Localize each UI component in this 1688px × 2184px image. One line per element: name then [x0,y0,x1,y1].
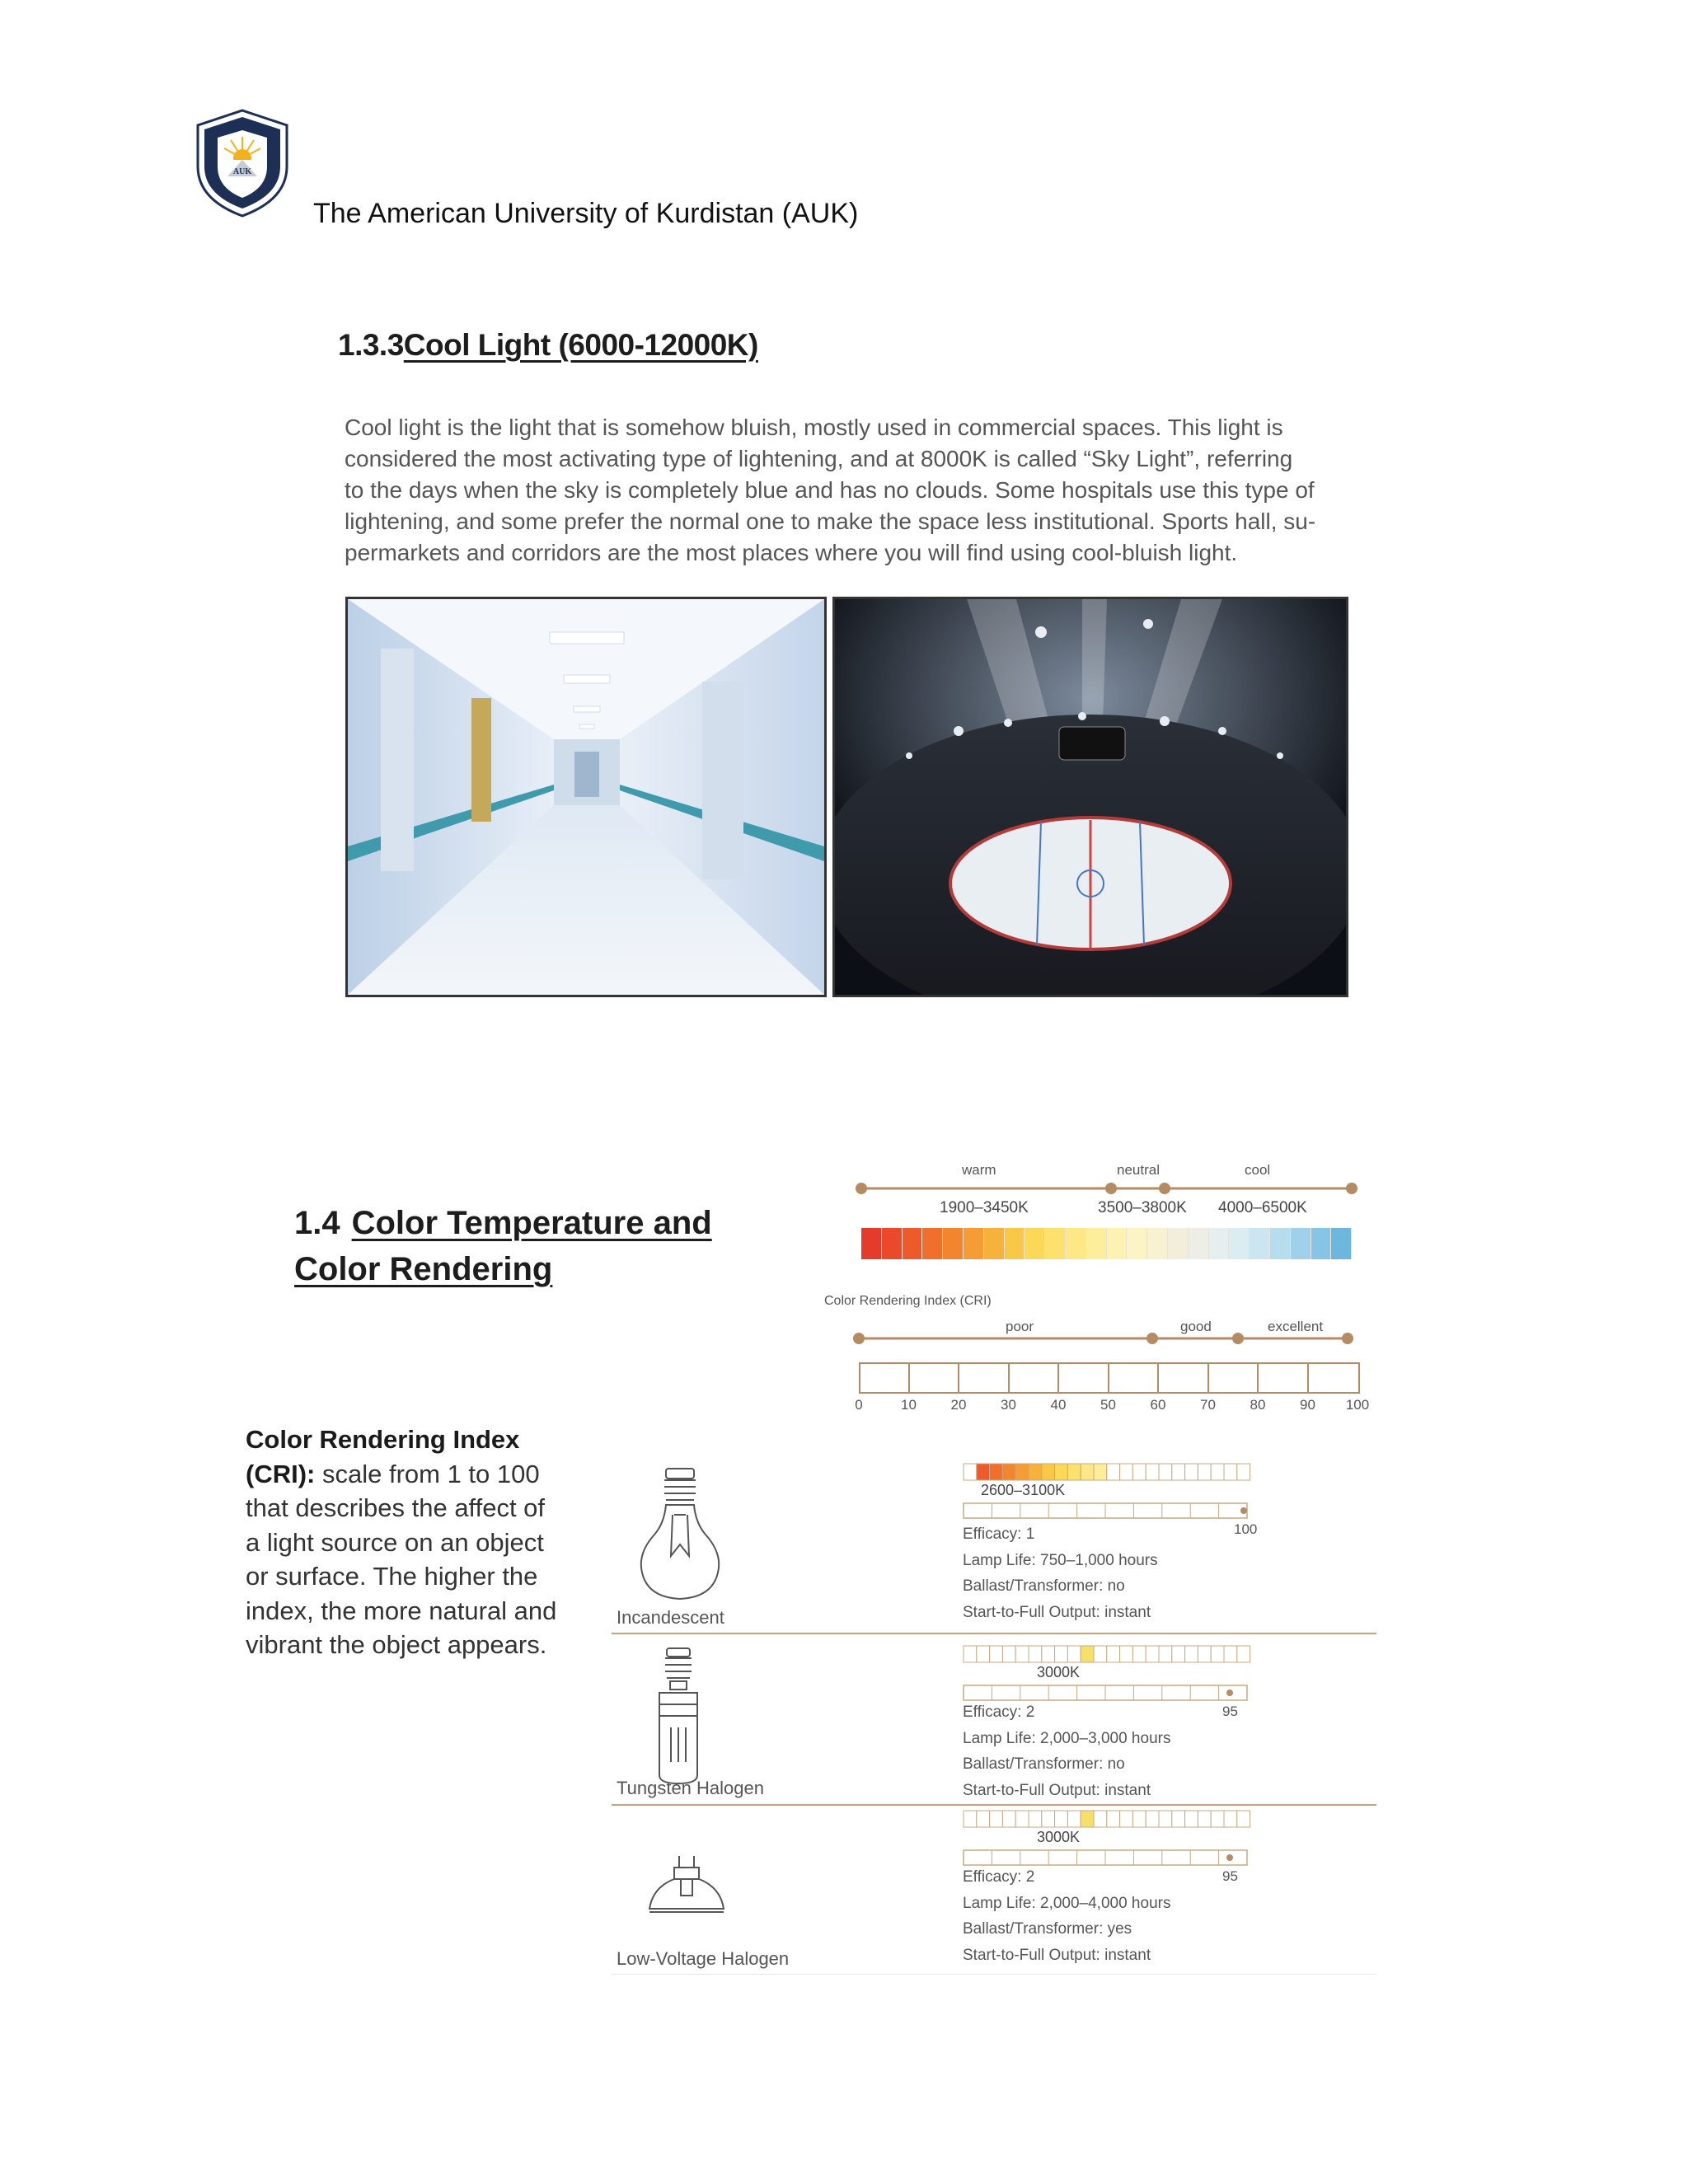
cri-tick-label: 80 [1250,1397,1266,1413]
section-heading-color-temperature [294,1200,712,1292]
ice-arena-photo [832,597,1348,997]
temp-bar-cell [964,1811,977,1827]
temp-bar-cell [1120,1464,1133,1480]
paragraph-line: lightening, and some prefer the normal one to make the space less institutional. Sports hall, su- [345,509,1316,534]
section-number: 1.4 [294,1205,340,1241]
cri-tick-label: 90 [1300,1397,1315,1413]
temp-bar-cell [1081,1464,1094,1480]
section-title-line1: Color Temperature and [351,1205,712,1241]
paragraph-line: considered the most activating type of lightening, and at 8000K is called “Sky Light”, referring [345,446,1293,471]
lamp-specs [963,1521,1158,1625]
temp-bar-cell [1172,1811,1185,1827]
lamp-specs [963,1699,1170,1803]
temp-bar-cell [1081,1811,1094,1827]
lamp-spec-line: Ballast/Transformer: no [963,1755,1125,1773]
cri-term: Color Rendering Index (CRI): [246,1425,520,1488]
temp-bar-cell [1120,1811,1133,1827]
temp-gradient-cell [984,1228,1005,1259]
cri-marker [1226,1854,1233,1861]
temp-gradient-cell [903,1228,923,1259]
temp-bar-cell [1002,1464,1015,1480]
cri-tick-label: 70 [1200,1397,1216,1413]
cri-tick-label: 10 [901,1397,917,1413]
temp-bar-cell [1067,1464,1081,1480]
temp-range-line [849,1177,1360,1202]
temp-range-warm: 1900–3450K [940,1199,1029,1216]
temp-bar-cell [977,1811,990,1827]
temp-gradient-cell [1229,1228,1250,1259]
lamp-spec-line: Ballast/Transformer: no [963,1577,1125,1595]
temp-gradient-cell [1086,1228,1107,1259]
temp-bar-cell [1198,1811,1211,1827]
hospital-corridor-photo [345,597,827,997]
lamp-temp-label: 3000K [1037,1664,1081,1680]
temp-bar-cell [1029,1464,1042,1480]
auk-logo [195,109,290,218]
temp-bar-cell [1055,1811,1068,1827]
temp-bar-cell [1237,1811,1250,1827]
temp-bar-cell [1237,1464,1250,1480]
temp-bar-cell [1224,1464,1237,1480]
temp-bar-cell [1107,1464,1120,1480]
temp-bar-cell [1172,1646,1185,1662]
temp-bar-cell [1055,1464,1068,1480]
cri-tick-label: 50 [1100,1397,1116,1413]
temp-bar-cell [1159,1464,1172,1480]
lamp-cri-value: 100 [1234,1521,1258,1537]
lamp-spec-line: Lamp Life: 750–1,000 hours [963,1551,1158,1569]
temp-gradient-cell [1311,1228,1332,1259]
temp-gradient-cell [1045,1228,1066,1259]
cri-label-good: good [1180,1319,1212,1334]
temp-range-cool: 4000–6500K [1218,1199,1307,1216]
temp-bar-cell [977,1464,990,1480]
temp-bar-cell [990,1646,1003,1662]
cri-tick-label: 30 [1001,1397,1016,1413]
cri-label-poor: poor [1006,1319,1034,1334]
low-voltage-halogen-bulb-icon [648,1854,725,1915]
temp-bar-cell [1067,1646,1081,1662]
lamp-divider [612,1974,1376,1975]
temp-gradient-cell [964,1228,984,1259]
lamp-name: Tungsten Halogen [617,1778,764,1798]
temp-gradient-cell [1005,1228,1025,1259]
lamp-spec-line: Efficacy: 2 [963,1704,1035,1721]
temp-bar-cell [1185,1811,1198,1827]
temp-gradient-cell [922,1228,943,1259]
paragraph-line: Cool light is the light that is somehow bluish, mostly used in commercial spaces. This light is [345,415,1283,440]
temp-bar-cell [1146,1646,1159,1662]
cri-marker [1226,1690,1233,1696]
lamp-spec-line: Start-to-Full Output: instant [963,1781,1151,1799]
temp-gradient-cell [1168,1228,1189,1259]
lamp-spec-line: Ballast/Transformer: yes [963,1920,1132,1938]
temp-gradient-cell [1291,1228,1311,1259]
temp-bar-cell [1015,1811,1029,1827]
lamp-spec-line: Efficacy: 1 [963,1526,1035,1543]
temp-bar-cell [1042,1646,1055,1662]
temp-bar-cell [1198,1464,1211,1480]
temp-bar-cell [1081,1646,1094,1662]
lamp-spec-line: Lamp Life: 2,000–4,000 hours [963,1894,1171,1912]
temp-bar-cell [1132,1811,1146,1827]
cri-definition [246,1422,559,1662]
temp-gradient-cell [1189,1228,1209,1259]
temp-bar-cell [1002,1811,1015,1827]
section-title-line2: Color Rendering [294,1251,553,1287]
cri-marker [1240,1507,1247,1514]
temp-bar-cell [1042,1464,1055,1480]
cri-tick-label: 40 [1050,1397,1067,1413]
temp-gradient-cell [1147,1228,1168,1259]
temp-gradient-cell [1209,1228,1230,1259]
lamp-name: Incandescent [617,1607,724,1628]
section-title: Cool Light (6000-12000K) [403,328,758,362]
temp-bar-cell [1029,1811,1042,1827]
temp-bar-cell [990,1464,1003,1480]
section-heading-cool-light [338,328,758,363]
cri-scale-title: Color Rendering Index (CRI) [824,1294,992,1308]
paragraph-line: to the days when the sky is completely blue and has no clouds. Some hospitals use this type of [345,477,1315,503]
lamp-specs [963,1864,1170,1968]
cri-tick-label: 0 [855,1397,863,1413]
paragraph-line: permarkets and corridors are the most places where you will find using cool-bluish light. [345,540,1238,565]
temp-bar-cell [1029,1646,1042,1662]
incandescent-bulb-icon [635,1465,725,1602]
temp-gradient-cell [1107,1228,1128,1259]
temp-bar-cell [1159,1811,1172,1827]
color-temperature-gradient [861,1228,1352,1259]
svg-text:AUK: AUK [232,167,252,176]
lamp-temp-cri-bars [960,1807,1257,1873]
temp-gradient-cell [861,1228,882,1259]
temp-bar-cell [964,1464,977,1480]
cri-tick-labels [849,1397,1376,1417]
temp-bar-cell [977,1646,990,1662]
lamp-name: Low-Voltage Halogen [617,1948,790,1969]
temp-bar-cell [1132,1464,1146,1480]
temp-range-neutral: 3500–3800K [1098,1199,1187,1216]
lamp-cri-value: 95 [1222,1704,1238,1719]
tungsten-halogen-bulb-icon [653,1647,704,1785]
cri-tick-label: 60 [1150,1397,1166,1413]
temp-bar-cell [1224,1646,1237,1662]
lamp-divider [612,1633,1376,1634]
temp-gradient-cell [1025,1228,1045,1259]
university-name: The American University of Kurdistan (AUK) [313,198,859,229]
temp-gradient-cell [1066,1228,1086,1259]
cri-label-excellent: excellent [1268,1319,1324,1334]
temp-bar-cell [964,1646,977,1662]
lamp-temp-label: 3000K [1037,1829,1081,1845]
temp-bar-cell [1120,1646,1133,1662]
temp-bar-cell [1211,1646,1224,1662]
temp-bar-cell [1146,1811,1159,1827]
temp-bar-cell [1094,1811,1107,1827]
temp-bar-cell [1211,1811,1224,1827]
lamp-spec-line: Lamp Life: 2,000–3,000 hours [963,1729,1171,1747]
temp-bar-cell [1185,1464,1198,1480]
temp-bar-cell [1185,1646,1198,1662]
temp-bar-cell [1042,1811,1055,1827]
temp-bar-cell [1132,1646,1146,1662]
temp-bar-cell [1002,1646,1015,1662]
lamp-spec-line: Start-to-Full Output: instant [963,1946,1151,1964]
temp-gradient-cell [1250,1228,1270,1259]
temp-label-neutral: neutral [1117,1162,1160,1178]
temp-bar-cell [1015,1464,1029,1480]
temp-bar-cell [1055,1646,1068,1662]
cri-tick-label: 100 [1345,1397,1370,1413]
temp-bar-cell [1067,1811,1081,1827]
temp-bar-cell [1224,1811,1237,1827]
temp-bar-cell [1015,1646,1029,1662]
temp-label-cool: cool [1245,1162,1271,1178]
temp-bar-cell [1094,1646,1107,1662]
temp-bar-cell [990,1811,1003,1827]
cool-light-paragraph [345,412,1367,569]
temp-bar-cell [1172,1464,1185,1480]
temp-gradient-cell [943,1228,964,1259]
temp-gradient-cell [1270,1228,1291,1259]
lamp-temp-cri-bars [960,1643,1257,1708]
temp-bar-cell [1198,1646,1211,1662]
temp-bar-cell [1146,1464,1159,1480]
lamp-cri-value: 95 [1222,1868,1238,1884]
temp-bar-cell [1094,1464,1107,1480]
temp-gradient-cell [1127,1228,1147,1259]
lamp-divider [612,1804,1376,1806]
temp-bar-cell [1159,1646,1172,1662]
temp-bar-cell [1107,1646,1120,1662]
temp-label-warm: warm [962,1162,996,1178]
temp-gradient-cell [882,1228,903,1259]
lamp-spec-line: Efficacy: 2 [963,1868,1035,1886]
temp-bar-cell [1237,1646,1250,1662]
temp-bar-cell [1107,1811,1120,1827]
cri-tick-label: 20 [950,1397,967,1413]
lamp-spec-line: Start-to-Full Output: instant [963,1603,1151,1621]
lamp-temp-label: 2600–3100K [981,1482,1066,1498]
temp-gradient-cell [1331,1228,1352,1259]
cri-text: scale from 1 to 100 that describes the affect of a light source on an object or surface. The higher the index, the more natural and vibrant the object appears. [246,1459,557,1659]
section-number: 1.3.3 [338,328,404,362]
temp-bar-cell [1211,1464,1224,1480]
